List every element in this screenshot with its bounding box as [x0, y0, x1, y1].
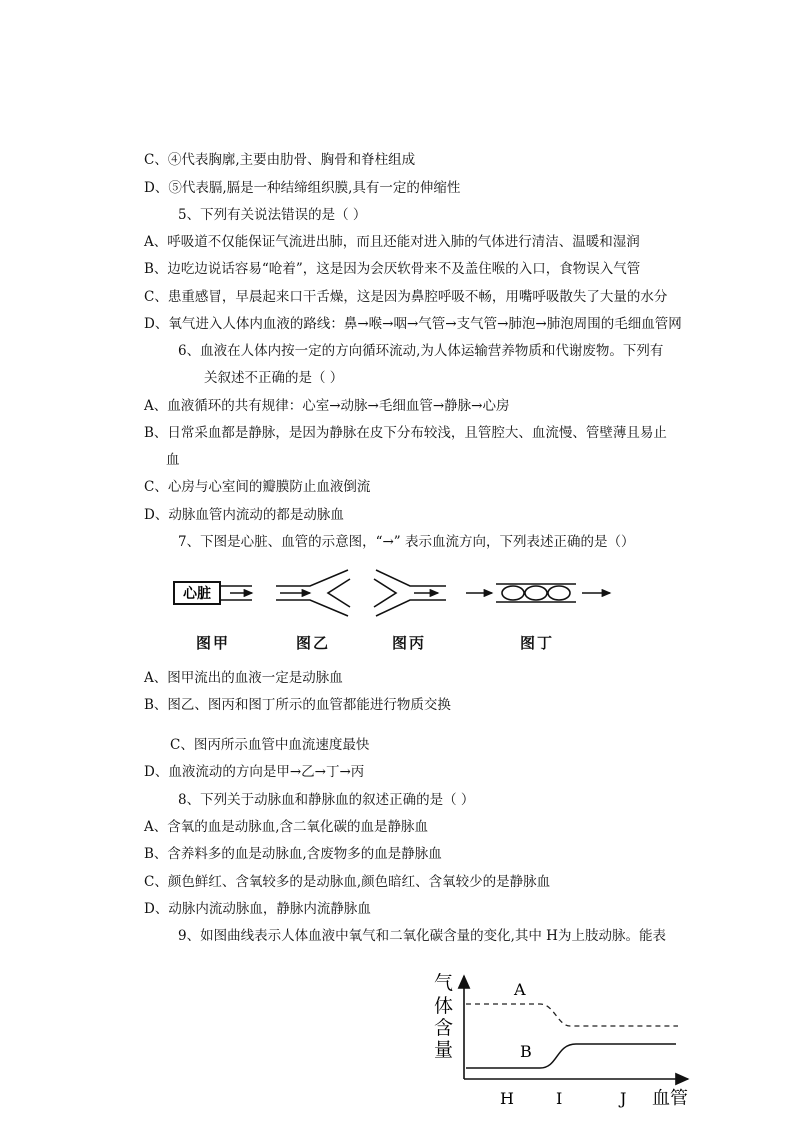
q6-option-c: C、心房与心室间的瓣膜防止血液倒流	[144, 479, 371, 495]
curve-b-line	[466, 1044, 676, 1068]
q7-option-b: B、图乙、图丙和图丁所示的血管都能进行物质交换	[144, 697, 451, 713]
q6-option-b-line1: B、日常采血都是静脉，是因为静脉在皮下分布较浅，且管腔大、血流慢、管壁薄且易止	[144, 425, 667, 441]
q8-option-b: B、含养料多的血是动脉血,含废物多的血是静脉血	[144, 846, 442, 862]
q6-stem-line2: 关叙述不正确的是（ ）	[204, 370, 344, 386]
q5-option-b: B、边吃边说话容易“呛着”，这是因为会厌软骨来不及盖住喉的入口，食物误入气管	[144, 261, 641, 277]
x-axis-label: 血管	[652, 1088, 688, 1109]
heart-label: 心脏	[183, 586, 211, 602]
q4-option-d: D、⑤代表膈,膈是一种结缔组织膜,具有一定的伸缩性	[144, 180, 461, 196]
q5-option-c: C、患重感冒，早晨起来口干舌燥，这是因为鼻腔呼吸不畅，用嘴呼吸散失了大量的水分	[144, 289, 668, 305]
figure-label-yi: 图乙	[296, 634, 331, 652]
q7-stem: 7、下图是心脏、血管的示意图，“→” 表示血流方向，下列表述正确的是（）	[178, 534, 635, 550]
q8-option-a: A、含氧的血是动脉血,含二氧化碳的血是静脉血	[144, 819, 429, 835]
x-tick-h: H	[500, 1089, 514, 1108]
curve-b-label: B	[520, 1042, 532, 1061]
figure-jia	[174, 582, 252, 604]
figure-ding	[466, 584, 610, 602]
q6-stem-line1: 6、血液在人体内按一定的方向循环流动,为人体运输营养物质和代谢废物。下列有	[178, 343, 664, 359]
q8-option-c: C、颜色鲜红、含氧较多的是动脉血,颜色暗红、含氧较少的是静脉血	[144, 874, 551, 890]
curve-a-label: A	[514, 980, 526, 999]
q7-option-c: C、图丙所示血管中血流速度最快	[170, 737, 370, 753]
y-label-char-4: 量	[434, 1039, 454, 1061]
q7-vessel-figure	[170, 568, 620, 618]
q5-option-a: A、呼吸道不仅能保证气流进出肺，而且还能对进入肺的气体进行清洁、温暖和湿润	[144, 234, 640, 250]
figure-label-bing: 图丙	[392, 634, 427, 652]
q6-option-d: D、动脉血管内流动的都是动脉血	[144, 507, 344, 523]
y-label-char-1: 气	[434, 972, 454, 994]
q9-stem: 9、如图曲线表示人体血液中氧气和二氧化碳含量的变化,其中 H为上肢动脉。能表	[178, 928, 666, 944]
q8-stem: 8、下列关于动脉血和静脉血的叙述正确的是（ ）	[178, 792, 475, 808]
x-tick-j: J	[620, 1089, 627, 1108]
q9-gas-content-graph	[430, 962, 694, 1112]
q6-option-b-line2: 血	[166, 452, 180, 468]
y-label-char-3: 含	[434, 1017, 454, 1039]
y-label-char-2: 体	[434, 995, 454, 1017]
q7-option-a: A、图甲流出的血液一定是动脉血	[144, 670, 343, 686]
q4-option-c: C、④代表胸廓,主要由肋骨、胸骨和脊柱组成	[144, 152, 416, 168]
figure-yi	[276, 570, 350, 616]
q8-option-d: D、动脉内流动脉血，静脉内流静脉血	[144, 901, 371, 917]
curve-a-line	[466, 1004, 678, 1026]
q5-option-d: D、氧气进入人体内血液的路线：鼻→喉→咽→气管→支气管→肺泡→肺泡周围的毛细血管网	[144, 316, 682, 332]
q7-option-d: D、血液流动的方向是甲→乙→丁→丙	[144, 764, 365, 780]
x-tick-i: I	[556, 1089, 563, 1108]
q5-stem: 5、下列有关说法错误的是（ ）	[178, 207, 367, 223]
figure-label-jia: 图甲	[196, 634, 231, 652]
figure-label-ding: 图丁	[520, 634, 555, 652]
figure-bing	[374, 570, 446, 616]
q6-option-a: A、血液循环的共有规律：心室→动脉→毛细血管→静脉→心房	[144, 398, 510, 414]
